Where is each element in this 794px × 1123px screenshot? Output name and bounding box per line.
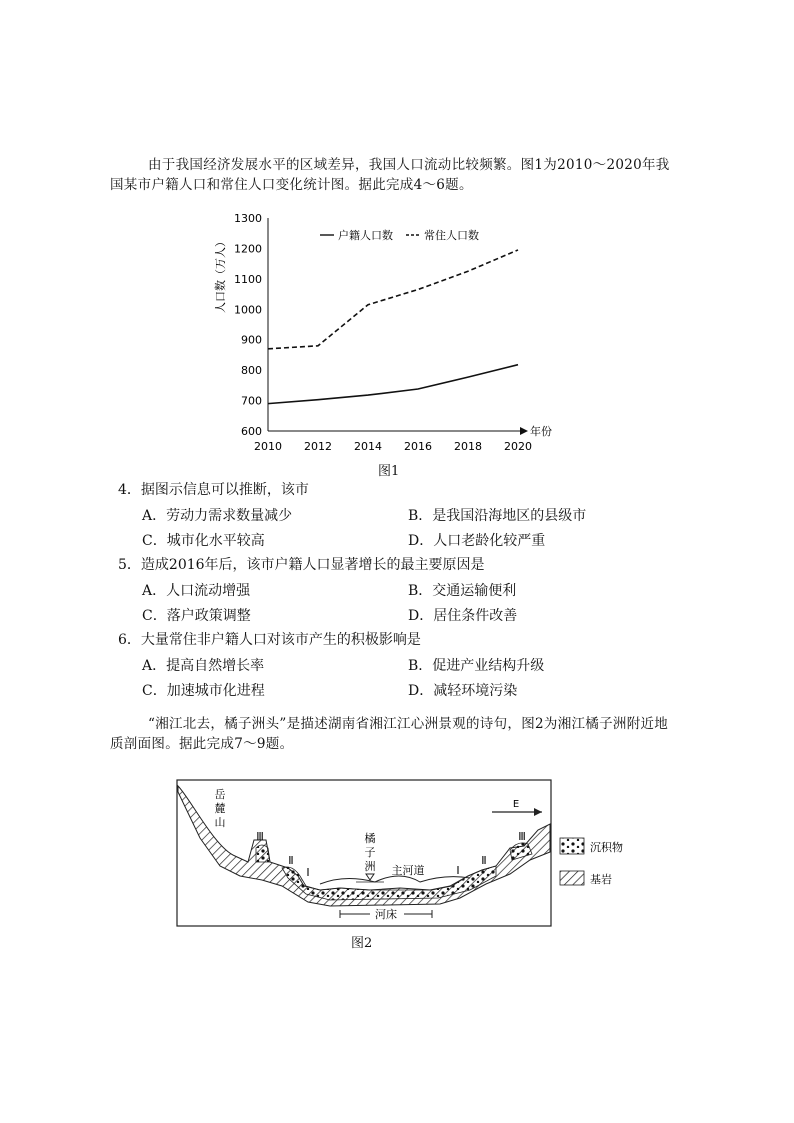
legend-bedrock-swatch	[560, 871, 584, 885]
q4-option-d[interactable]: D．人口老龄化较严重	[408, 533, 546, 549]
question-5-stem: 5．造成2016年后，该市户籍人口显著增长的最主要原因是	[118, 557, 485, 573]
q4-option-a[interactable]: A．劳动力需求数量减少	[142, 508, 293, 524]
y-tick-label: 800	[241, 364, 262, 378]
x-tick-label: 2018	[454, 440, 482, 453]
intro-paragraph-1: 由于我国经济发展水平的区域差异，我国人口流动比较频繁。图1为2010～2020年我国某市户籍人口和常住人口变化统计图。据此完成4～6题。	[110, 157, 670, 193]
y-tick-label: 900	[241, 333, 262, 347]
mountain-label-2: 麓	[214, 802, 226, 815]
q6-option-d[interactable]: D．减轻环境污染	[408, 683, 518, 699]
legend-sediment-swatch	[560, 838, 584, 854]
island-label-1: 橘	[364, 832, 376, 845]
x-tick-label: 2014	[354, 440, 382, 453]
population-line-chart	[210, 205, 570, 460]
channel-label: 主河道	[391, 864, 425, 877]
series-line-2	[268, 250, 518, 349]
terrace-label-left-i: Ⅰ	[306, 866, 310, 879]
question-6-stem: 6．大量常住非户籍人口对该市产生的积极影响是	[118, 632, 421, 648]
y-tick-label: 1200	[234, 242, 262, 256]
figure1-caption: 图1	[378, 464, 400, 479]
y-tick-label: 1000	[234, 303, 262, 317]
x-axis-arrow	[520, 427, 528, 435]
legend-label-2: 常住人口数	[424, 229, 479, 242]
q5-option-b[interactable]: B．交通运输便利	[408, 583, 517, 599]
legend-sediment-label: 沉积物	[590, 841, 623, 854]
intro-paragraph-2: “湘江北去，橘子洲头”是描述湖南省湘江江心洲景观的诗句，图2为湘江橘子洲附近地质剖面图。据此完成7～9题。	[110, 716, 669, 752]
terrace-label-right-i: Ⅰ	[456, 864, 460, 877]
x-tick-label: 2020	[504, 440, 532, 453]
y-tick-label: 700	[241, 394, 262, 408]
q5-option-a[interactable]: A．人口流动增强	[142, 583, 251, 599]
figure2-caption: 图2	[351, 936, 373, 951]
q5-option-d[interactable]: D．居住条件改善	[408, 608, 518, 624]
mountain-label-1: 岳	[214, 788, 226, 801]
y-tick-label: 600	[241, 425, 262, 438]
x-axis-label: 年份	[530, 425, 552, 438]
legend-label-1: 户籍人口数	[338, 229, 393, 242]
q6-option-b[interactable]: B．促进产业结构升级	[408, 658, 545, 674]
series-line-1	[268, 365, 518, 404]
terrace-label-right-ii: Ⅱ	[481, 854, 487, 867]
y-tick-label: 1300	[234, 212, 262, 225]
terrace-label-right-iii: Ⅲ	[518, 830, 526, 843]
q4-option-c[interactable]: C．城市化水平较高	[142, 533, 265, 549]
x-tick-label: 2016	[404, 440, 432, 453]
legend-bedrock-label: 基岩	[590, 873, 612, 886]
x-tick-label: 2012	[304, 440, 332, 453]
island-label-3: 洲	[364, 860, 376, 873]
terrace-label-left-ii: Ⅱ	[288, 854, 294, 867]
q6-option-a[interactable]: A．提高自然增长率	[142, 658, 265, 674]
q5-option-c[interactable]: C．落户政策调整	[142, 608, 251, 624]
geologic-cross-section	[170, 778, 640, 928]
mountain-label-3: 山	[214, 816, 226, 829]
terrace-label-left-iii: Ⅲ	[256, 830, 264, 843]
x-tick-label: 2010	[254, 440, 282, 453]
q4-option-b[interactable]: B．是我国沿海地区的县级市	[408, 508, 587, 524]
riverbed-label: 河床	[375, 908, 397, 921]
y-tick-label: 1100	[234, 272, 262, 286]
question-4-stem: 4．据图示信息可以推断，该市	[118, 482, 309, 498]
y-axis-label: 人口数（万人）	[214, 236, 227, 313]
island-label-2: 子	[364, 846, 376, 859]
direction-label: E	[512, 799, 520, 810]
sediment-terrace-left-iii	[256, 845, 270, 862]
q6-option-c[interactable]: C．加速城市化进程	[142, 683, 265, 699]
